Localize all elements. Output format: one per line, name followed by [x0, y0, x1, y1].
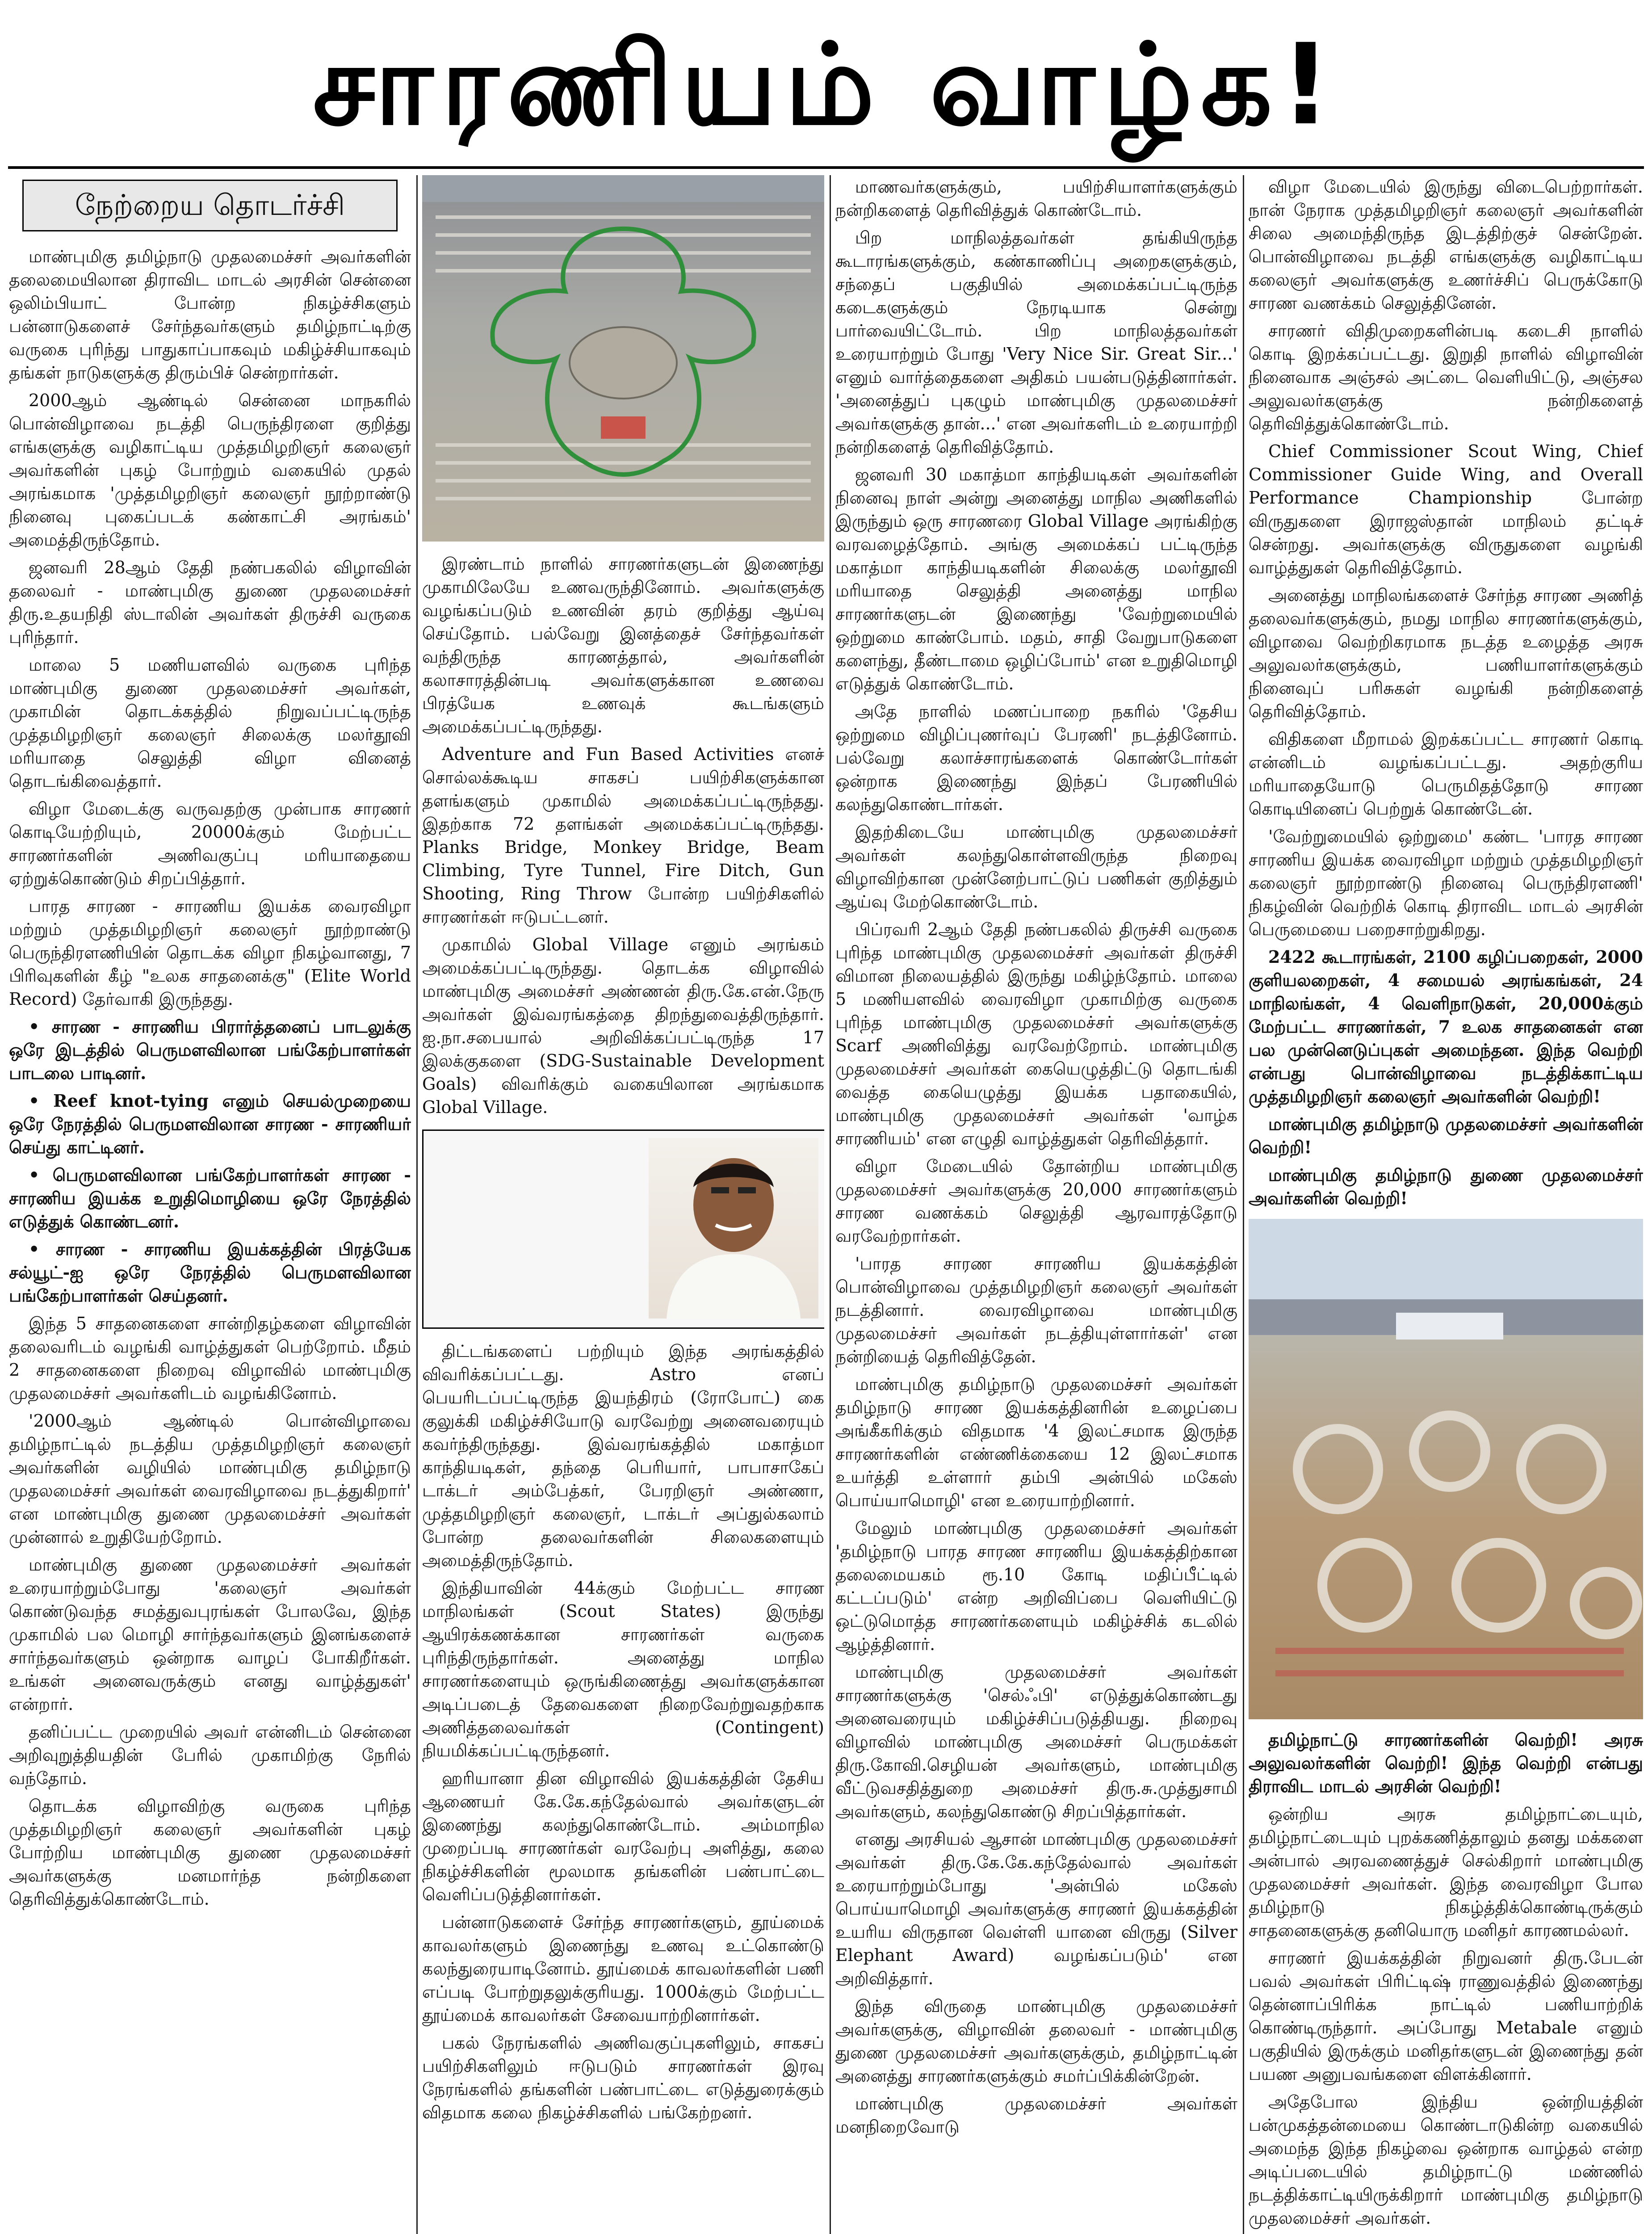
masthead-title: சாரணியம் வாழ்க! — [313, 20, 1339, 150]
paragraph: • பெருமளவிலான பங்கேற்பாளர்கள் சாரண - சாரணிய இயக்க உறுதிமொழியை ஒரே நேரத்தில் எடுத்துக் கொண்டனர். — [9, 1165, 411, 1231]
paragraph: Chief Commissioner Scout Wing, Chief Commissioner Guide Wing, and Overall Performance Championship போன்ற விருதுகளை இராஜஸ்தான் மாநிலம் தட்டிச் சென்றது. அவர்களுக்கு விருதுகளை வழங்கி வாழ்த்துகள் தெரிவித்தோம். — [1249, 441, 1643, 577]
paragraph: ஜனவரி 28ஆம் தேதி நண்பகலில் விழாவின் தலைவர் - மாண்புமிகு துணை முதலமைச்சர் திரு.உதயநிதி ஸ்டாலின் அவர்கள் திருச்சி வருகை புரிந்தார். — [9, 558, 411, 647]
paragraph: மாண்புமிகு தமிழ்நாடு முதலமைச்சர் அவர்களின் வெற்றி! — [1249, 1114, 1643, 1157]
paragraph: சாரணர் இயக்கத்தின் நிறுவனர் திரு.பேடன் பவல் அவர்கள் பிரிட்டிஷ் ராணுவத்தில் இணைந்து தென்னாப்பிரிக்க நாட்டில் பணியாற்றிக் கொண்டிருந்தார். அப்போது Metabale எனும் பகுதியில் இருக்கும் மனிதர்களுடன் இணைந்து தன் பயண அனுபவங்களை விளக்கினார். — [1249, 1948, 1643, 2084]
paragraph: 'பாரத சாரண சாரணிய இயக்கத்தின் பொன்விழாவை முத்தமிழறிஞர் கலைஞர் அவர்கள் நடத்தினார். வைரவிழாவை மாண்புமிகு முதலமைச்சர் அவர்கள் நடத்தியுள்ளார்கள்' என நன்றியைத் தெரிவித்தேன். — [835, 1254, 1237, 1366]
paragraph: ஒன்றிய அரசு தமிழ்நாட்டையும், தமிழ்நாட்டையும் புறக்கணித்தாலும் தனது மக்களை அன்பால் அரவணைத்துச் செல்கிறார் மாண்புமிகு முதலமைச்சர் அவர்கள். இந்த வைரவிழா போல தமிழ்நாடு நிகழ்த்திக்கொண்டிருக்கும் சாதனைகளுக்கு தனியொரு மனிதர் காரணமல்லர். — [1249, 1804, 1643, 1940]
paragraph: இதற்கிடையே மாண்புமிகு முதலமைச்சர் அவர்கள் கலந்துகொள்ளவிருந்த நிறைவு விழாவிற்கான முன்னேற்பாட்டுப் பணிகள் குறித்தும் ஆய்வு மேற்கொண்டோம். — [835, 822, 1237, 911]
author-portrait — [649, 1138, 818, 1319]
paragraph: பன்னாடுகளைச் சேர்ந்த சாரணர்களும், தூய்மைக் காவலர்களும் இணைந்து உணவு உட்கொண்டு கலந்துரையாடினோம். தூய்மைக் காவலர்களின் பணி எப்படி போற்றுதலுக்குரியது. 1000க்கும் மேற்பட்ட தூய்மைக் காவலர்கள் சேவையாற்றினார்கள். — [422, 1912, 824, 2025]
paragraph: முகாமில் Global Village எனும் அரங்கம் அமைக்கப்பட்டிருந்தது. தொடக்க விழாவில் மாண்புமிகு அமைச்சர் அண்ணன் திரு.கே.என்.நேரு அவர்கள் இவ்வரங்கத்தை திறந்துவைத்திருந்தார். ஐ.நா.சபையால் அறிவிக்கப்பட்டிருந்த 17 இலக்குகளை (SDG-Sustainable Development Goals) விவரிக்கும் வகையிலான அரங்கமாக Global Village. — [422, 935, 824, 1117]
paragraph: மாலை 5 மணியளவில் வருகை புரிந்த மாண்புமிகு துணை முதலமைச்சர் அவர்கள், முகாமின் தொடக்கத்தில் நிறுவப்பட்டிருந்த முத்தமிழறிஞர் கலைஞர் சிலைக்கு மலர்தூவி மரியாதை செலுத்தி விழா வினைத் தொடங்கிவைத்தார். — [9, 655, 411, 791]
author-portrait-illustration — [649, 1138, 818, 1319]
paragraph: தமிழ்நாட்டு சாரணர்களின் வெற்றி! அரசு அலுவலர்களின் வெற்றி! இந்த வெற்றி என்பது திராவிட மாடல் அரசின் வெற்றி! — [1249, 1730, 1643, 1796]
paragraph: மாண்புமிகு முதலமைச்சர் அவர்கள் மனநிறைவோடு — [835, 2094, 1237, 2137]
paragraph: அதேபோல இந்திய ஒன்றியத்தின் பன்முகத்தன்மையை கொண்டாடுகின்ற வகையில் அமைந்த இந்த நிகழ்வை ஒன்றாக வாழ்தல் என்ற அடிப்படையில் தமிழ்நாட்டு மண்ணில் நடத்திக்காட்டியிருக்கிறார் மாண்புமிகு தமிழ்நாடு முதலமைச்சர் அவர்கள். — [1249, 2092, 1643, 2228]
paragraph: மேலும் மாண்புமிகு முதலமைச்சர் அவர்கள் 'தமிழ்நாடு பாரத சாரண சாரணிய இயக்கத்திற்கான தலைமையகம் ரூ.10 கோடி மதிப்பீட்டில் கட்டப்படும்' என்ற அறிவிப்பை வெளியிட்டு ஒட்டுமொத்த சாரணர்களையும் மகிழ்ச்சிக் கடலில் ஆழ்த்தினார். — [835, 1518, 1237, 1654]
paragraph: இந்தியாவின் 44க்கும் மேற்பட்ட சாரண மாநிலங்கள் (Scout States) இருந்து ஆயிரக்கணக்கான சாரணர்கள் வருகை புரிந்திருந்தார்கள். அனைத்து மாநில சாரணர்களையும் ஒருங்கிணைத்து அவர்களுக்கான அடிப்படைத் தேவைகளை நிறைவேற்றுவதற்காக அணித்தலைவர்கள் (Contingent) நியமிக்கப்பட்டிருந்தனர். — [422, 1578, 824, 1760]
paragraph: • சாரண - சாரணிய இயக்கத்தின் பிரத்யேக சல்யூட்-ஐ ஒரே நேரத்தில் பெருமளவிலான பங்கேற்பாளர்கள் செய்தனர். — [9, 1239, 411, 1306]
paragraph: மாணவர்களுக்கும், பயிற்சியாளர்களுக்கும் நன்றிகளைத் தெரிவித்துக் கொண்டோம். — [835, 177, 1237, 220]
aerial-camp-illustration — [422, 175, 824, 542]
paragraph: இந்த விருதை மாண்புமிகு முதலமைச்சர் அவர்களுக்கு, விழாவின் தலைவர் - மாண்புமிகு துணை முதலமைச்சர் அவர்களுக்கும், தமிழ்நாட்டின் அனைத்து சாரணர்களுக்கும் சமர்ப்பிக்கின்றேன். — [835, 1996, 1237, 2086]
paragraph: எனது அரசியல் ஆசான் மாண்புமிகு முதலமைச்சர் அவர்கள் திரு.கே.கே.கந்தேல்வால் அவர்கள் உரையாற்றும்போது 'அன்பில் மகேஸ் பொய்யாமொழி அவர்களுக்கு சாரணர் இயக்கத்தின் உயரிய விருதான வெள்ளி யானை விருது (Silver Elephant Award) வழங்கப்படும்' என அறிவித்தார். — [835, 1829, 1237, 1988]
paragraph: விழா மேடையில் தோன்றிய மாண்புமிகு முதலமைச்சர் அவர்களுக்கு 20,000 சாரணர்களும் சாரண வணக்கம் செலுத்தி ஆரவாரத்தோடு வரவேற்றார்கள். — [835, 1156, 1237, 1246]
paragraph: தனிப்பட்ட முறையில் அவர் என்னிடம் சென்னை அறிவுறுத்தியதின் பேரில் முகாமிற்கு நேரில் வந்தோம். — [9, 1722, 411, 1788]
closing-ceremony-photo — [1249, 1219, 1643, 1719]
column-3-body — [835, 175, 1237, 2138]
ground-formation-illustration — [1249, 1219, 1643, 1719]
paragraph: மாண்புமிகு துணை முதலமைச்சர் அவர்கள் உரையாற்றும்போது 'கலைஞர் அவர்கள் கொண்டுவந்த சமத்துவபுரங்கள் போலவே, இந்த முகாமில் பல மொழி சார்ந்தவர்களும் இனங்களைச் சார்ந்தவர்களும் ஒன்றாக வாழப் போகிறீர்கள். உங்கள் அனைவருக்கும் எனது வாழ்த்துகள்' என்றார். — [9, 1555, 411, 1714]
column-2-body-bottom — [422, 1340, 824, 2124]
paragraph: பகல் நேரங்களில் அணிவகுப்புகளிலும், சாகசப் பயிற்சிகளிலும் ஈடுபடும் சாரணர்கள் இரவு நேரங்களில் தங்களின் பண்பாட்டை எடுத்துரைக்கும் விதமாக கலை நிகழ்ச்சிகளில் பங்கேற்றனர். — [422, 2033, 824, 2122]
column-4 — [1249, 175, 1643, 2234]
paragraph: • Reef knot-tying எனும் செயல்முறையை ஒரே நேரத்தில் பெருமளவிலான சாரண - சாரணியர் செய்து காட்டினர். — [9, 1091, 411, 1157]
column-2-body-top — [422, 552, 824, 1119]
paragraph: அனைத்து மாநிலங்களைச் சேர்ந்த சாரண அணித் தலைவர்களுக்கும், நமது மாநில சாரணர்களுக்கும், விழாவை வெற்றிகரமாக நடத்த உழைத்த அரசு அலுவலர்களுக்கும், பணியாளர்களுக்கும் நினைவுப் பரிசுகள் வழங்கி நன்றிகளைத் தெரிவித்தோம். — [1249, 585, 1643, 721]
paragraph: 'வேற்றுமையில் ஒற்றுமை' கண்ட 'பாரத சாரண சாரணிய இயக்க வைரவிழா மற்றும் முத்தமிழறிஞர் கலைஞர் நூற்றாண்டு நினைவு பெருந்திரளணி' நிகழ்வின் வெற்றிக் கொடி திராவிட மாடல் அரசின் பெருமையை பறைசாற்றுகிறது. — [1249, 827, 1643, 939]
paragraph: மாண்புமிகு தமிழ்நாடு முதலமைச்சர் அவர்களின் தலைமையிலான திராவிட மாடல் அரசின் சென்னை ஒலிம்பியாட் போன்ற நிகழ்ச்சிகளும் பன்னாடுகளைச் சேர்ந்தவர்களும் தமிழ்நாட்டிற்கு வருகை புரிந்து பாதுகாப்பாகவும் மகிழ்ச்சியாகவும் தங்கள் நாடுகளுக்கு திரும்பிச் சென்றார்கள். — [9, 247, 411, 382]
paragraph: விழா மேடைக்கு வருவதற்கு முன்பாக சாரணர் கொடியேற்றியும், 20000க்கும் மேற்பட்ட சாரணர்களின் அணிவகுப்பு மரியாதையை ஏற்றுக்கொண்டும் சிறப்பித்தார். — [9, 799, 411, 888]
paragraph: திட்டங்களைப் பற்றியும் இந்த அரங்கத்தில் விவரிக்கப்பட்டது. Astro எனப் பெயரிடப்பட்டிருந்த இயந்திரம் (ரோபோட்) கை குலுக்கி மகிழ்ச்சியோடு வரவேற்று அனைவரையும் கவர்ந்திருந்தது. இவ்வரங்கத்தில் மகாத்மா காந்தியடிகள், தந்தை பெரியார், பாபாசாகேப் டாக்டர் அம்பேத்கர், பேரறிஞர் அண்ணா, முத்தமிழறிஞர் கலைஞர், டாக்டர் அப்துல்கலாம் போன்ற தலைவர்களின் சிலைகளையும் அமைத்திருந்தோம். — [422, 1341, 824, 1570]
masthead — [0, 0, 1652, 170]
paragraph: ஜனவரி 30 மகாத்மா காந்தியடிகள் அவர்களின் நினைவு நாள் அன்று அனைத்து மாநில அணிகளில் இருந்தும் ஒரு சாரணரை Global Village அரங்கிற்கு வரவழைத்தோம். அங்கு அமைக்கப் பட்டிருந்த மகாத்மா காந்தியடிகளின் சிலைக்கு மலர்தூவி மரியாதை செலுத்தி அனைத்து மாநில சாரணர்களுடன் இணைந்து 'வேற்றுமையில் ஒற்றுமை காண்போம். மதம், சாதி வேறுபாடுகளை களைந்து, தீண்டாமை ஒழிப்போம்' என உறுதிமொழி எடுத்துக் கொண்டோம். — [835, 465, 1237, 693]
paragraph: 2422 கூடாரங்கள், 2100 கழிப்பறைகள், 2000 குளியலறைகள், 4 சமையல் அரங்கங்கள், 24 மாநிலங்கள், 4 வெளிநாடுகள், 20,000க்கும் மேற்பட்ட சாரணர்கள், 7 உலக சாதனைகள் என பல முன்னெடுப்புகள் அமைந்தன. இந்த வெற்றி என்பது பொன்விழாவை நடத்திக்காட்டிய முத்தமிழறிஞர் கலைஞர் அவர்களின் வெற்றி! — [1249, 947, 1643, 1106]
column-divider — [1243, 175, 1244, 2234]
paragraph: விதிகளை மீறாமல் இறக்கப்பட்ட சாரணர் கொடி என்னிடம் வழங்கப்பட்டது. அதற்குரிய மரியாதையோடு பெருமிதத்தோடு சாரண கொடியினைப் பெற்றுக் கொண்டேன். — [1249, 729, 1643, 819]
paragraph: ஹரியானா தின விழாவில் இயக்கத்தின் தேசிய ஆணையர் கே.கே.கந்தேல்வால் அவர்களுடன் இணைந்து கலந்துகொண்டோம். அம்மாநில முறைப்படி சாரணர்கள் வரவேற்பு அளித்து, கலை நிகழ்ச்சிகளின் மூலமாக தங்களின் பண்பாட்டை வெளிப்படுத்தினார்கள். — [422, 1768, 824, 1904]
column-1-body — [9, 245, 411, 1911]
column-2 — [422, 175, 824, 2234]
paragraph: பிப்ரவரி 2ஆம் தேதி நண்பகலில் திருச்சி வருகை புரிந்த மாண்புமிகு முதலமைச்சர் அவர்கள் திருச்சி விமான நிலையத்தில் இருந்து மகிழ்ந்தோம். மாலை 5 மணியளவில் வைரவிழா முகாமிற்கு வருகை புரிந்த மாண்புமிகு முதலமைச்சர் அவர்களுக்கு Scarf அணிவித்து வரவேற்றோம். மாண்புமிகு முதலமைச்சர் அவர்கள் கையெழுத்திட்டு தொடங்கி வைத்த கையெழுத்து இயக்க பதாகையில், மாண்புமிகு முதலமைச்சர் அவர்கள் 'வாழ்க சாரணியம்' என எழுதி வாழ்த்துகள் தெரிவித்தார். — [835, 920, 1237, 1148]
column-4-body-bottom — [1249, 1728, 1643, 2234]
column-4-body-top — [1249, 175, 1643, 1210]
paragraph: மாண்புமிகு தமிழ்நாடு துணை முதலமைச்சர் அவர்களின் வெற்றி! — [1249, 1165, 1643, 1208]
paragraph: மாண்புமிகு தமிழ்நாடு முதலமைச்சர் அவர்கள் தமிழ்நாடு சாரண இயக்கத்தினரின் உழைப்பை அங்கீகரிக்கும் விதமாக '4 இலட்சமாக இருந்த சாரணர்களின் எண்ணிக்கையை 12 இலட்சமாக உயர்த்தி உள்ளார் தம்பி அன்பில் மகேஸ் பொய்யாமொழி' என உரையாற்றினார். — [835, 1374, 1237, 1510]
paragraph: பிற மாநிலத்தவர்கள் தங்கியிருந்த கூடாரங்களுக்கும், கண்காணிப்பு அறைகளுக்கும், சந்தைப் பகுதியில் அமைக்கப்பட்டிருந்த கடைகளுக்கும் நேரடியாக சென்று பார்வையிட்டோம். பிற மாநிலத்தவர்கள் உரையாற்றும் போது 'Very Nice Sir. Great Sir...' எனும் வார்த்தைகளை அதிகம் பயன்படுத்தினார்கள். 'அனைத்துப் புகழும் மாண்புமிகு முதலமைச்சர் அவர்களுக்கு தான்...' என அவர்களிடம் உரையாற்றி நன்றிகளைத் தெரிவித்தோம். — [835, 228, 1237, 457]
paragraph: சாரணர் விதிமுறைகளின்படி கடைசி நாளில் கொடி இறக்கப்பட்டது. இறுதி நாளில் விழாவின் நினைவாக அஞ்சல் அட்டை வெளியிட்டு, அஞ்சல அலுவலர்களுக்கு நன்றிகளைத் தெரிவித்துக்கொண்டோம். — [1249, 321, 1643, 433]
paragraph: • சாரண - சாரணிய பிரார்த்தனைப் பாடலுக்கு ஒரே இடத்தில் பெருமளவிலான பங்கேற்பாளர்கள் பாடலை பாடினர். — [9, 1016, 411, 1083]
paragraph: அதே நாளில் மணப்பாறை நகரில் 'தேசிய ஒற்றுமை விழிப்புணர்வுப் பேரணி' நடத்தினோம். பல்வேறு கலாச்சாரங்களைக் கொண்டோர்கள் ஒன்றாக இணைந்து இந்தப் பேரணியில் கலந்துகொண்டார்கள். — [835, 701, 1237, 814]
continuation-heading: நேற்றைய தொடர்ச்சி — [22, 180, 398, 231]
paragraph: பாரத சாரண - சாரணிய இயக்க வைரவிழா மற்றும் முத்தமிழறிஞர் கலைஞர் நூற்றாண்டு பெருந்திரளணியின் தொடக்க விழா நிகழ்வானது, 7 பிரிவுகளின் கீழ் "உலக சாதனைக்கு" (Elite World Record) தேர்வாகி இருந்தது. — [9, 896, 411, 1009]
paragraph: தொடக்க விழாவிற்கு வருகை புரிந்த முத்தமிழறிஞர் கலைஞர் அவர்களின் புகழ் போற்றிய மாண்புமிகு துணை முதலமைச்சர் அவர்களுக்கு மனமார்ந்த நன்றிகளை தெரிவித்துக்கொண்டோம். — [9, 1796, 411, 1909]
aerial-camp-photo — [422, 175, 824, 542]
column-3 — [835, 175, 1237, 2234]
paragraph: '2000ஆம் ஆண்டில் பொன்விழாவை தமிழ்நாட்டில் நடத்திய முத்தமிழறிஞர் கலைஞர் அவர்களின் வழியில் மாண்புமிகு தமிழ்நாடு முதலமைச்சர் அவர்கள் வைரவிழாவை நடத்துகிறார்' என மாண்புமிகு துணை முதலமைச்சர் அவர்கள் முன்னால் உறுதியேற்றோம். — [9, 1411, 411, 1547]
author-box — [422, 1130, 824, 1329]
paragraph: இந்த 5 சாதனைகளை சான்றிதழ்களை விழாவின் தலைவரிடம் வழங்கி வாழ்த்துகள் பெற்றோம். மீதம் 2 சாதனைகளை நிறைவு விழாவில் மாண்புமிகு முதலமைச்சர் அவர்களிடம் வழங்கினோம். — [9, 1314, 411, 1403]
paragraph: Adventure and Fun Based Activities எனச் சொல்லக்கூடிய சாகசப் பயிற்சிகளுக்கான தளங்களும் முகாமில் அமைக்கப்பட்டிருந்தது. இதற்காக 72 தளங்கள் அமைக்கப்பட்டிருந்தது. Planks Bridge, Monkey Bridge, Beam Climbing, Tyre Tunnel, Fire Ditch, Gun Shooting, Ring Throw போன்ற பயிற்சிகளில் சாரணர்கள் ஈடுபட்டனர். — [422, 744, 824, 927]
paragraph: மாண்புமிகு முதலமைச்சர் அவர்கள் சாரணர்களுக்கு 'செல்ஃபி' எடுத்துக்கொண்டது அனைவரையும் மகிழ்ச்சிப்படுத்தியது. நிறைவு விழாவில் மாண்புமிகு அமைச்சர் பெருமக்கள் திரு.கோவி.செழியன் அவர்களும், மாண்புமிகு வீட்டுவசதித்துறை அமைச்சர் திரு.சு.முத்துசாமி அவர்களும், கலந்துகொண்டு சிறப்பித்தார்கள். — [835, 1662, 1237, 1821]
paragraph: 2000ஆம் ஆண்டில் சென்னை மாநகரில் பொன்விழாவை நடத்தி பெருந்திரளை குறித்து எங்களுக்கு வழிகாட்டிய முத்தமிழறிஞர் கலைஞர் அவர்களின் புகழ் போற்றும் வகையில் முதல் அரங்கமாக 'முத்தமிழறிஞர் கலைஞர் நூற்றாண்டு நினைவு புகைப்படக் கண்காட்சி அரங்கம்' அமைத்திருந்தோம். — [9, 391, 411, 550]
paragraph: விழா மேடையில் இருந்து விடைபெற்றார்கள். நான் நேராக முத்தமிழறிஞர் கலைஞர் அவர்களின் சிலை அமைந்திருந்த இடத்திற்குச் சென்றேன். பொன்விழாவை நடத்தி எங்களுக்கு வழிகாட்டிய கலைஞர் அவர்களுக்கு உணர்ச்சிப் பெருக்கோடு சாரண வணக்கம் செலுத்தினேன். — [1249, 177, 1643, 313]
column-1 — [9, 175, 411, 2234]
paragraph: இரண்டாம் நாளில் சாரணர்களுடன் இணைந்து முகாமிலேயே உணவருந்தினோம். அவர்களுக்கு வழங்கப்படும் உணவின் தரம் குறித்து ஆய்வு செய்தோம். பல்வேறு இனத்தைச் சேர்ந்தவர்கள் வந்திருந்த காரணத்தால், அவர்களின் கலாசாரத்தின்படி அவர்களுக்கான உணவை பிரத்யேக உணவுக் கூடங்களும் அமைக்கப்பட்டிருந்தது. — [422, 554, 824, 736]
column-divider — [416, 175, 418, 2234]
masthead-rule — [8, 166, 1644, 169]
column-divider — [830, 175, 831, 2234]
